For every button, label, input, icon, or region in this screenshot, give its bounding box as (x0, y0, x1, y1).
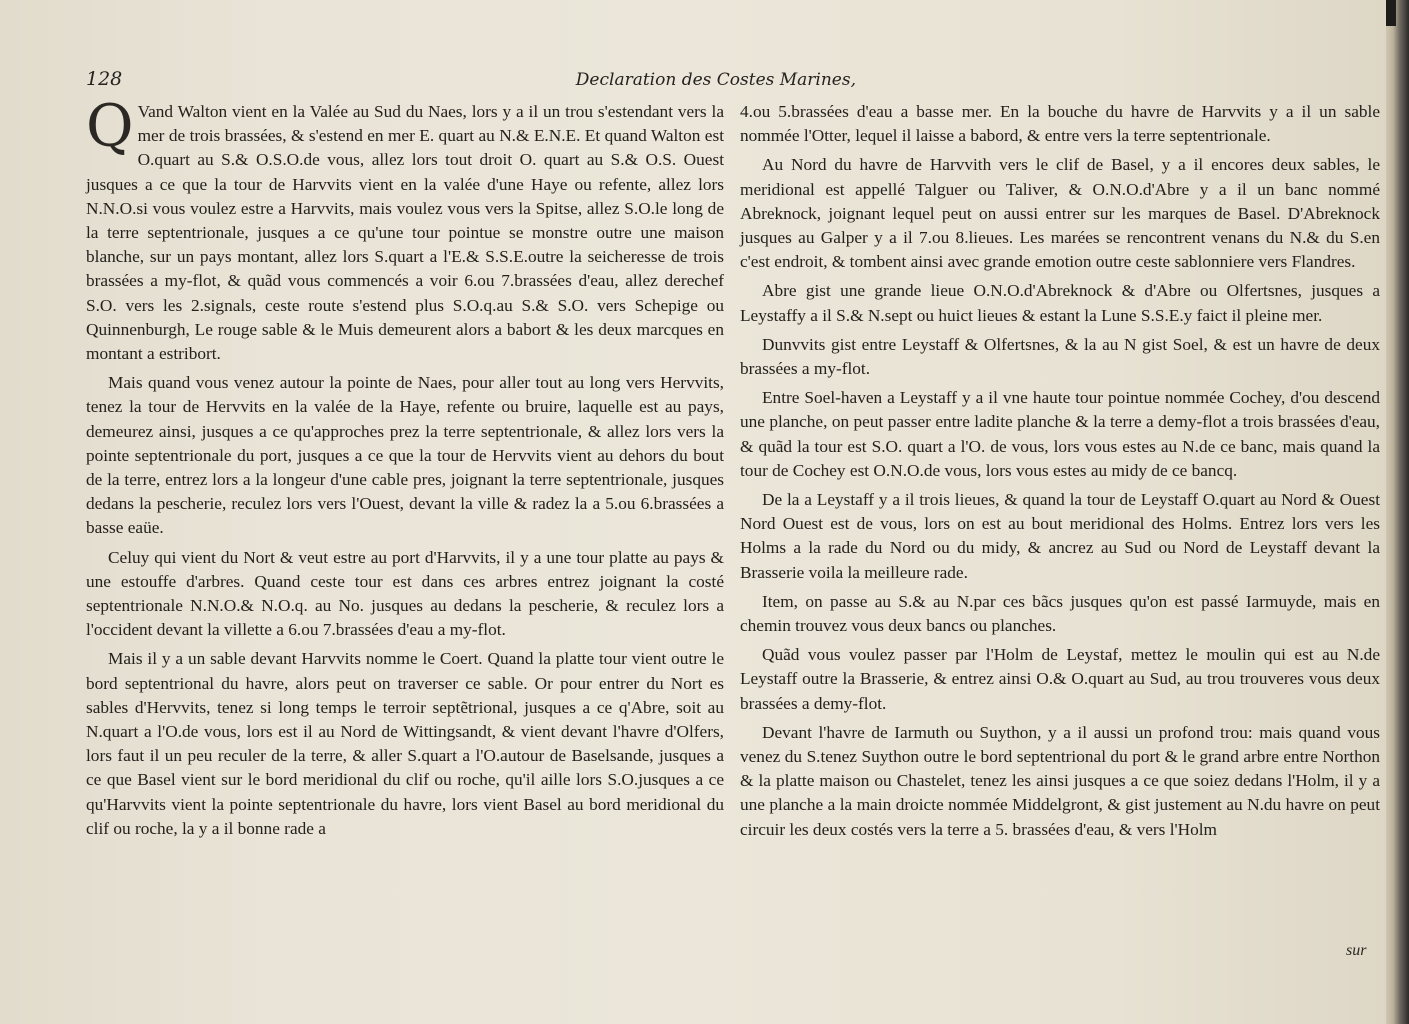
paragraph: Devant l'havre de Iarmuth ou Suython, y a il aussi un profond trou: mais quand vous venez du S.tenez Suython outre le bord septentrional du port & le grand arbre entre Northon & la platte maison ou Chastelet, tenez les ainsi jusques a ce que soiez dedans l'Holm, il y a une planche a la main droicte nommée Middelgront, & gist justement au N.du havre on peut circuir les deux costés vers la terre a 5. brassées d'eau, & vers l'Holm (740, 722, 1380, 839)
paragraph: Celuy qui vient du Nort & veut estre au port d'Harvvits, il y a une tour platte au pays & une estouffe d'arbres. Quand ceste tour est dans ces arbres entrez joignant la costé septentrionale N.N.O.& N.O.q. au No. jusques au dedans la pescherie, & reculez lors a l'occident devant la villette a 6.ou 7.brassées d'eau a my-flot. (86, 547, 724, 640)
paragraph: Quãd vous voulez passer par l'Holm de Leystaf, mettez le moulin qui est au N.de Leystaff outre la Brasserie, & entrez ainsi O.& O.quart au Sud, au trou trouveres vous deux brassées a demy-flot. (740, 645, 1380, 713)
paragraph: Au Nord du havre de Harvvith vers le clif de Basel, y a il encores deux sables, le meridional est appellé Talguer ou Taliver, & O.N.O.d'Abre y a il un banc nommé Abreknock, joignant lequel peut on aussi entrer sur les marques de Basel. D'Abreknock jusques au Galper y a il 7.ou 8.lieues. Les marées se rencontrent venans du N.& du S.en c'est endroit, & tombent ainsi avec grande emotion outre ceste sablonniere vers Flandres. (740, 155, 1380, 272)
edge-mark (1386, 0, 1396, 26)
drop-cap: Q (86, 92, 134, 160)
page-number: 128 (86, 68, 123, 90)
catchword: sur (1346, 942, 1367, 959)
paragraph: Mais il y a un sable devant Harvvits nomme le Coert. Quand la platte tour vient outre le bord septentrional du havre, alors peut on traverser ce sable. Or pour entrer du Nort es sables d'Hervvits, tenez si long temps le terroir septẽtrional, jusques a ce q'Abre, soit au N.quart a l'O.de vous, lors est il au Nord de Wittingsandt, & vient devant l'havre d'Olfers, lors faut il un peu reculer de la terre, & aller S.quart a l'O.autour de Baselsande, jusques a ce que Basel vient sur le bord meridional du clif ou roche, qu'il aille lors S.O.jusques a ce qu'Harvvits vient la pointe septentrionale du havre, lors vient Basel au bord meridional du clif ou roche, la y a il bonne rade a (86, 649, 724, 838)
paragraph: Mais quand vous venez autour la pointe de Naes, pour aller tout au long vers Hervvits, tenez la tour de Hervvits en la valée de la Haye, refente ou bruire, laquelle est au pays, demeurez ainsi, jusques a ce qu'approches prez la terre septentrionale, & allez lors vers la pointe septentrionale du port, jusques a ce que la tour de Hervvits vient au dehors du bout de la terre, entrez lors a la longeur d'une cable pres, joignant la terre septentrionale, jusques dedans la pescherie, reculez lors vers l'Ouest, devant la ville & radez la a 5.ou 6.brassées a basse eaüe. (86, 373, 724, 538)
paragraph-text: Vand Walton vient en la Valée au Sud du Naes, lors y a il un trou s'estendant vers la mer de trois brassées, & s'estend en mer E. quart au N.& E.N.E. Et quand Walton est O.quart au S.& O.S.O.de vous, allez lors tout droit O. quart au S.& O.S. Ouest jusques a ce que la tour de Harvvits vient en la valée d'une Haye ou refente, allez lors N.N.O.si vous voulez estre a Harvvits, mais voulez vous vers la Spitse, allez S.O.le long de la terre septentrionale, jusques a ce qu'une tour pointue se monstre outre une maison blanche, sur un pays montant, allez lors S.quart a l'E.& S.S.E.outre la seicheresse de trois brassées a my-flot, & quãd vous commencés a voir 6.ou 7.brassées d'eau, allez derechef S.O. vers les 2.signals, ceste route s'estend plus S.O.q.au S.& S.O. vers Schepige ou Quinnenburgh, Le rouge sable & le Muis demeurent alors a babort & les deux marcques en montant a estribort. (86, 102, 724, 364)
paragraph: Item, on passe au S.& au N.par ces bãcs jusques qu'on est passé Iarmuyde, mais en chemin trouvez vous deux bancs ou planches. (740, 591, 1380, 636)
paragraph (86, 92, 724, 366)
paragraph: 4.ou 5.brassées d'eau a basse mer. En la bouche du havre de Harvvits y a il un sable nommée l'Otter, lequel il laisse a babord, & entre vers la terre septentrionale. (740, 102, 1380, 146)
paragraph: Entre Soel-haven a Leystaff y a il vne haute tour pointue nommée Cochey, d'ou descend une planche, on peut passer entre ladite planche & la terre a demy-flot a trois brassées d'eau, & quãd la tour est S.O. quart a l'O. de vous, lors vous estes au N.de ce banc, mais quand la tour de Cochey est O.N.O.de vous, lors vous estes au midy de ce bancq. (740, 388, 1380, 480)
paragraph: Abre gist une grande lieue O.N.O.d'Abreknock & d'Abre ou Olfertsnes, jusques a Leystaffy a il S.& N.sept ou huict lieues & estant la Lune S.S.E.y faict il pleine mer. (740, 281, 1380, 325)
running-title: Declaration des Costes Marines, (575, 70, 856, 90)
page-header (86, 68, 856, 98)
paragraph: De la a Leystaff y a il trois lieues, & quand la tour de Leystaff O.quart au Nord & Ouest Nord Ouest est de vous, lors on est au bout meridional des Holms. Entrez lors vers les Holms a la rade du Nord ou du midy, & ancrez au Sud ou Nord de Leystaff devant la Brasserie voila la meilleure rade. (740, 490, 1380, 582)
paragraph: Dunvvits gist entre Leystaff & Olfertsnes, & la au N gist Soel, & est un havre de deux brassées a my-flot. (740, 334, 1380, 379)
right-column (740, 100, 1380, 847)
left-column (86, 92, 724, 846)
page-edge (1386, 0, 1409, 1024)
